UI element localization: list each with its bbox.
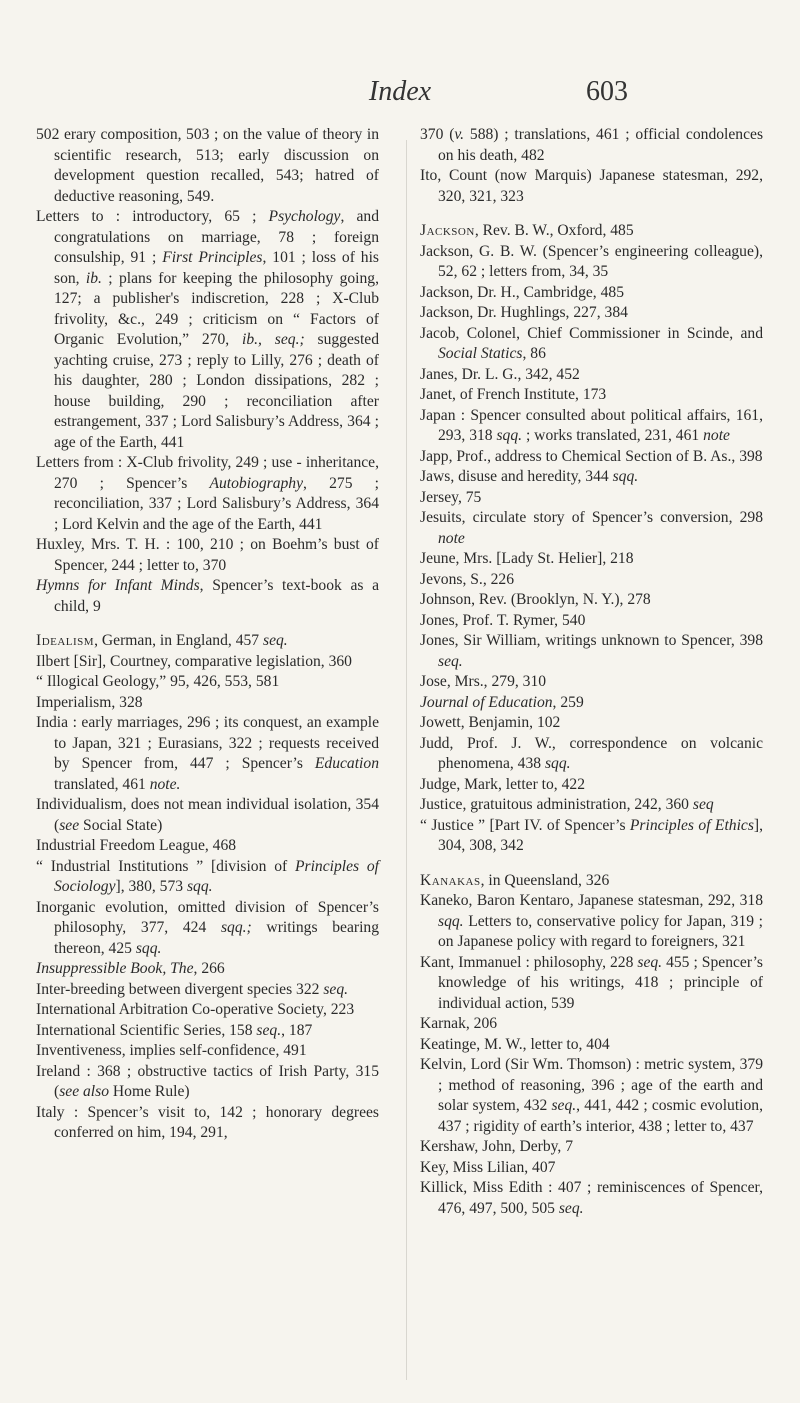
index-entry: India : early marriages, 296 ; its conquest, an example to Japan, 321 ; Eurasians, 322 ; requests received by Spencer from, 447 ; Spencer’s Education translated, 461 note. bbox=[36, 714, 379, 793]
index-entry: Industrial Freedom League, 468 bbox=[36, 837, 237, 854]
index-entry: Janet, of French Institute, 173 bbox=[420, 386, 607, 403]
page-header bbox=[0, 74, 800, 110]
column-divider bbox=[406, 140, 407, 1380]
index-entry: Imperialism, 328 bbox=[36, 693, 143, 711]
index-entry: Inter-breeding between divergent species 322 seq. bbox=[36, 980, 349, 998]
index-entry: Karnak, 206 bbox=[420, 1015, 498, 1032]
index-entry: Journal of Education, 259 bbox=[420, 693, 584, 711]
index-entry: Jackson, Dr. H., Cambridge, 485 bbox=[420, 283, 624, 301]
index-entry: Jackson, G. B. W. (Spencer’s engineering colleague), 52, 62 ; letters from, 34, 35 bbox=[420, 242, 763, 280]
index-entry: Janes, Dr. L. G., 342, 452 bbox=[420, 365, 580, 383]
index-entry: Jersey, 75 bbox=[420, 488, 482, 506]
index-entry: Johnson, Rev. (Brooklyn, N. Y.), 278 bbox=[420, 591, 651, 608]
left-column bbox=[36, 125, 379, 1144]
index-entry: International Scientific Series, 158 seq., 187 bbox=[36, 1021, 313, 1039]
index-entry: Jones, Prof. T. Rymer, 540 bbox=[420, 611, 586, 629]
index-entry: Jevons, S., 226 bbox=[420, 570, 515, 588]
index-entry: Kaneko, Baron Kentaro, Japanese statesman, 292, 318 sqq. Letters to, conservative policy for Japan, 319 ; on Japanese policy with regard to foreigners, 321 bbox=[420, 892, 763, 950]
index-entry: Kant, Immanuel : philosophy, 228 seq. 455 ; Spencer’s knowledge of his writings, 418 ; principle of individual action, 539 bbox=[420, 953, 763, 1012]
index-entry: Justice, gratuitous administration, 242, 360 seq bbox=[420, 796, 714, 813]
index-entry: Jesuits, circulate story of Spencer’s conversion, 298 note bbox=[420, 509, 763, 547]
index-entry: Jackson, Rev. B. W., Oxford, 485 bbox=[420, 222, 634, 239]
index-entry: Jaws, disuse and heredity, 344 sqq. bbox=[420, 468, 639, 485]
index-entry: Insuppressible Book, The, 266 bbox=[36, 960, 225, 977]
index-entry: Inorganic evolution, omitted division of Spencer’s philosophy, 377, 424 sqq.; writings bearing thereon, 425 sqq. bbox=[36, 898, 379, 957]
index-entry: Ilbert [Sir], Courtney, comparative legislation, 360 bbox=[36, 652, 352, 670]
index-entry: Hymns for Infant Minds, Spencer’s text-book as a child, 9 bbox=[36, 577, 380, 615]
index-entry: Kanakas, in Queensland, 326 bbox=[420, 871, 610, 889]
index-entry: Kelvin, Lord (Sir Wm. Thomson) : metric system, 379 ; method of reasoning, 396 ; age of the earth and solar system, 432 seq., 441, 442 ; cosmic evolution, 437 ; rigidity of earth’s interior, 438 ; letter to, 437 bbox=[420, 1056, 763, 1135]
index-entry: Idealism, German, in England, 457 seq. bbox=[36, 632, 288, 649]
index-entry: Jackson, Dr. Hughlings, 227, 384 bbox=[420, 304, 628, 321]
index-entry: Keatinge, M. W., letter to, 404 bbox=[420, 1035, 610, 1053]
index-entry: “ Justice ” [Part IV. of Spencer’s Principles of Ethics], 304, 308, 342 bbox=[420, 816, 763, 854]
index-entry: “ Industrial Institutions ” [division of Principles of Sociology], 380, 573 sqq. bbox=[36, 857, 380, 895]
index-entry: Italy : Spencer’s visit to, 142 ; honorary degrees conferred on him, 194, 291, bbox=[36, 1103, 379, 1141]
index-entry: Judd, Prof. J. W., correspondence on volcanic phenomena, 438 sqq. bbox=[420, 734, 763, 772]
index-entry: 502 erary composition, 503 ; on the value of theory in scientific research, 513; early discussion on development question recalled, 543; hatred of deductive reasoning, 549. bbox=[36, 126, 379, 205]
index-entry: Judge, Mark, letter to, 422 bbox=[420, 775, 585, 793]
index-entry: Jacob, Colonel, Chief Commissioner in Scinde, and Social Statics, 86 bbox=[420, 324, 763, 362]
page-number: 603 bbox=[586, 76, 628, 107]
index-entry: Japp, Prof., address to Chemical Section of B. As., 398 bbox=[420, 447, 763, 465]
index-entry: Jones, Sir William, writings unknown to Spencer, 398 seq. bbox=[420, 632, 763, 670]
index-entry: Letters to : introductory, 65 ; Psychology, and congratulations on marriage, 78 ; foreign consulship, 91 ; First Principles, 101 ; loss of his son, ib. ; plans for keeping the philosophy going, 127; a publisher's indiscretion, 228 ; X-Club frivolity, &c., 249 ; criticism on “ Factors of Organic Evolution,” 270, ib., seq.; suggested yachting cruise, 273 ; reply to Lilly, 276 ; death of his daughter, 280 ; London dissipations, 282 ; house building, 290 ; reconciliation after estrangement, 337 ; Lord Salisbury’s Address, 364 ; age of the Earth, 441 bbox=[36, 208, 379, 451]
index-entry: “ Illogical Geology,” 95, 426, 553, 581 bbox=[36, 673, 280, 690]
index-entry: Ireland : 368 ; obstructive tactics of Irish Party, 315 (see also Home Rule) bbox=[36, 1062, 379, 1100]
index-entry: Ito, Count (now Marquis) Japanese statesman, 292, 320, 321, 323 bbox=[420, 167, 763, 205]
running-title: Index bbox=[368, 76, 432, 107]
index-entry: International Arbitration Co-operative Society, 223 bbox=[36, 1001, 355, 1018]
index-entry: Japan : Spencer consulted about political affairs, 161, 293, 318 sqq. ; works translated, 231, 461 note bbox=[420, 406, 763, 444]
index-entry: Letters from : X-Club frivolity, 249 ; use - inheritance, 270 ; Spencer’s Autobiography, 275 ; reconciliation, 337 ; Lord Salisbury’s Address, 364 ; Lord Kelvin and the age of the Earth, 441 bbox=[36, 454, 380, 533]
index-entry: Jeune, Mrs. [Lady St. Helier], 218 bbox=[420, 550, 634, 567]
index-entry: Killick, Miss Edith : 407 ; reminiscences of Spencer, 476, 497, 500, 505 seq. bbox=[420, 1179, 763, 1217]
index-entry: Individualism, does not mean individual isolation, 354 (see Social State) bbox=[36, 796, 379, 834]
index-entry: Jowett, Benjamin, 102 bbox=[420, 714, 561, 731]
index-entry: 370 (v. 588) ; translations, 461 ; official condolences on his death, 482 bbox=[420, 126, 764, 164]
index-entry: Huxley, Mrs. T. H. : 100, 210 ; on Boehm’s bust of Spencer, 244 ; letter to, 370 bbox=[36, 536, 379, 574]
index-entry: Key, Miss Lilian, 407 bbox=[420, 1158, 556, 1176]
right-column bbox=[420, 125, 763, 1219]
index-entry: Inventiveness, implies self-confidence, 491 bbox=[36, 1042, 307, 1059]
index-entry: Jose, Mrs., 279, 310 bbox=[420, 673, 547, 690]
index-entry: Kershaw, John, Derby, 7 bbox=[420, 1138, 574, 1155]
